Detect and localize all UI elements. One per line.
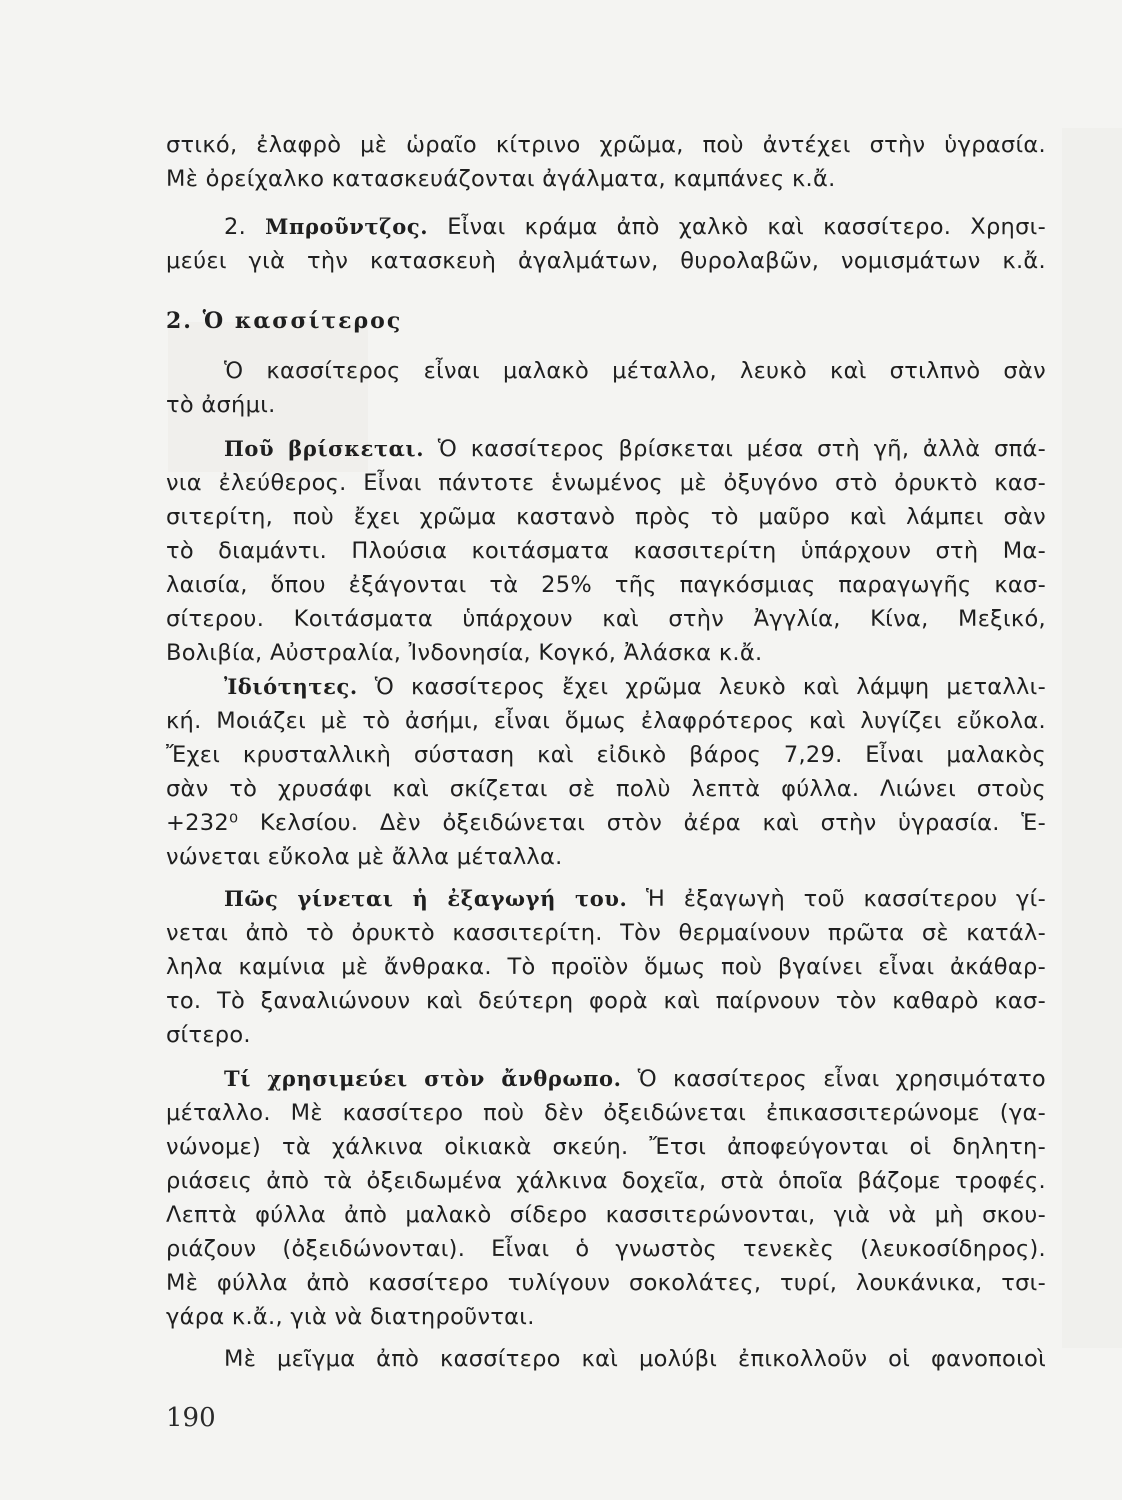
properties-line-4: σὰν τὸ χρυσάφι καὶ σκίζεται σὲ πολὺ λεπτὰ φύλλα. Λιώνει στοὺς — [166, 776, 1046, 802]
bronze-number: 2. — [224, 214, 247, 240]
extraction-line-3: ληλα καμίνια μὲ ἄνθρακα. Τὸ προϊὸν ὅμως ποὺ βγαίνει εἶναι ἀκάθαρ- — [166, 954, 1046, 980]
page-body — [166, 128, 1046, 1376]
properties-term: Ἰδιότητες. — [224, 674, 358, 699]
where-line-1-text: Ὁ κασσίτερος βρίσκεται μέσα στὴ γῆ, ἀλλὰ σπά- — [437, 436, 1046, 462]
where-paragraph — [166, 432, 1046, 670]
uses-line-6: ριάζουν (ὀξειδώνονται). Εἶναι ὁ γνωστὸς τενεκὲς (λευκοσίδηρος). — [166, 1236, 1046, 1262]
where-line-5: λαισία, ὅπου ἐξάγονται τὰ 25% τῆς παγκόσμιας παραγωγῆς κασ- — [166, 572, 1046, 598]
extraction-line-4: το. Τὸ ξαναλιώνουν καὶ δεύτερη φορὰ καὶ παίρνουν τὸν καθαρὸ κασ- — [166, 988, 1046, 1014]
bleed-through-shade-right — [1062, 128, 1122, 1348]
uses-paragraph — [166, 1062, 1046, 1334]
properties-line-2: κή. Μοιάζει μὲ τὸ ἀσήμι, εἶναι ὅμως ἐλαφρότερος καὶ λυγίζει εὔκολα. — [166, 708, 1046, 734]
properties-line-5: +232⁰ Κελσίου. Δὲν ὀξειδώνεται στὸν ἀέρα καὶ στὴν ὑγρασία. Ἑ- — [166, 810, 1046, 836]
uses-line-2: μέταλλο. Μὲ κασσίτερο ποὺ δὲν ὀξειδώνεται ἐπικασσιτερώνομε (γα- — [166, 1100, 1046, 1126]
bronze-term: Μπροῦντζος. — [265, 214, 429, 239]
definition-paragraph — [166, 354, 1046, 422]
closing-paragraph — [166, 1342, 1046, 1376]
section-heading-tin: 2. Ὁ κασσίτερος — [166, 308, 403, 334]
uses-term: Τί χρησιμεύει στὸν ἄνθρωπο. — [224, 1066, 622, 1091]
uses-line-5: Λεπτὰ φύλλα ἀπὸ μαλακὸ σίδερο κασσιτερώνονται, γιὰ νὰ μὴ σκου- — [166, 1202, 1046, 1228]
extraction-paragraph — [166, 882, 1046, 1052]
properties-line-1 — [166, 670, 1046, 704]
properties-line-1-text: Ὁ κασσίτερος ἔχει χρῶμα λευκὸ καὶ λάμψη μεταλλι- — [374, 674, 1047, 700]
uses-line-3: νώνομε) τὰ χάλκινα οἰκιακὰ σκεύη. Ἔτσι ἀποφεύγονται οἱ δηλητη- — [166, 1134, 1046, 1160]
where-line-3: σιτερίτη, ποὺ ἔχει χρῶμα καστανὸ πρὸς τὸ μαῦρο καὶ λάμπει σὰν — [166, 504, 1046, 530]
intro-line-1: στικό, ἐλαφρὸ μὲ ὡραῖο κίτρινο χρῶμα, ποὺ ἀντέχει στὴν ὑγρασία. — [166, 132, 1046, 158]
definition-line-2: τὸ ἀσήμι. — [166, 392, 276, 418]
where-term: Ποῦ βρίσκεται. — [224, 436, 425, 461]
intro-paragraph — [166, 128, 1046, 196]
bronze-paragraph — [166, 210, 1046, 278]
page-number: 190 — [166, 1403, 216, 1433]
where-line-2: νια ἐλεύθερος. Εἶναι πάντοτε ἑνωμένος μὲ ὀξυγόνο στὸ ὀρυκτὸ κασ- — [166, 470, 1046, 496]
extraction-line-1-text: Ἡ ἐξαγωγὴ τοῦ κασσίτερου γί- — [646, 886, 1047, 912]
definition-line-1: Ὁ κασσίτερος εἶναι μαλακὸ μέταλλο, λευκὸ καὶ στιλπνὸ σὰν — [224, 358, 1046, 384]
bronze-line-1 — [166, 210, 1046, 244]
bronze-line-2: μεύει γιὰ τὴν κατασκευὴ ἀγαλμάτων, θυρολαβῶν, νομισμάτων κ.ἄ. — [166, 248, 1046, 274]
uses-line-8: γάρα κ.ἄ., γιὰ νὰ διατηροῦνται. — [166, 1304, 535, 1330]
intro-line-2: Μὲ ὀρείχαλκο κατασκευάζονται ἀγάλματα, καμπάνες κ.ἄ. — [166, 166, 836, 192]
extraction-line-5: σίτερο. — [166, 1022, 251, 1048]
closing-line-1: Μὲ μεῖγμα ἀπὸ κασσίτερο καὶ μολύβι ἐπικολλοῦν οἱ φανοποιοὶ — [224, 1346, 1046, 1372]
uses-line-1 — [166, 1062, 1046, 1096]
extraction-line-2: νεται ἀπὸ τὸ ὀρυκτὸ κασσιτερίτη. Τὸν θερμαίνουν πρῶτα σὲ κατάλ- — [166, 920, 1046, 946]
properties-line-3: Ἔχει κρυσταλλικὴ σύσταση καὶ εἰδικὸ βάρος 7,29. Εἶναι μαλακὸς — [166, 742, 1046, 768]
where-line-6: σίτερου. Κοιτάσματα ὑπάρχουν καὶ στὴν Ἀγγλία, Κίνα, Μεξικό, — [166, 606, 1046, 632]
properties-line-6: νώνεται εὔκολα μὲ ἄλλα μέταλλα. — [166, 844, 563, 870]
uses-line-1-text: Ὁ κασσίτερος εἶναι χρησιμότατο — [637, 1066, 1046, 1092]
extraction-term: Πῶς γίνεται ἡ ἐξαγωγή του. — [224, 886, 628, 911]
extraction-line-1 — [166, 882, 1046, 916]
uses-line-7: Μὲ φύλλα ἀπὸ κασσίτερο τυλίγουν σοκολάτες, τυρί, λουκάνικα, τσι- — [166, 1270, 1046, 1296]
where-line-7: Βολιβία, Αὐστραλία, Ἰνδονησία, Κογκό, Ἀλάσκα κ.ἄ. — [166, 640, 763, 666]
properties-paragraph — [166, 670, 1046, 874]
where-line-4: τὸ διαμάντι. Πλούσια κοιτάσματα κασσιτερίτη ὑπάρχουν στὴ Μα- — [166, 538, 1046, 564]
bronze-line-1-text: Εἶναι κράμα ἀπὸ χαλκὸ καὶ κασσίτερο. Χρησι- — [447, 214, 1047, 240]
where-line-1 — [166, 432, 1046, 466]
uses-line-4: ριάσεις ἀπὸ τὰ ὀξειδωμένα χάλκινα δοχεῖα, στὰ ὁποῖα βάζομε τροφές. — [166, 1168, 1046, 1194]
